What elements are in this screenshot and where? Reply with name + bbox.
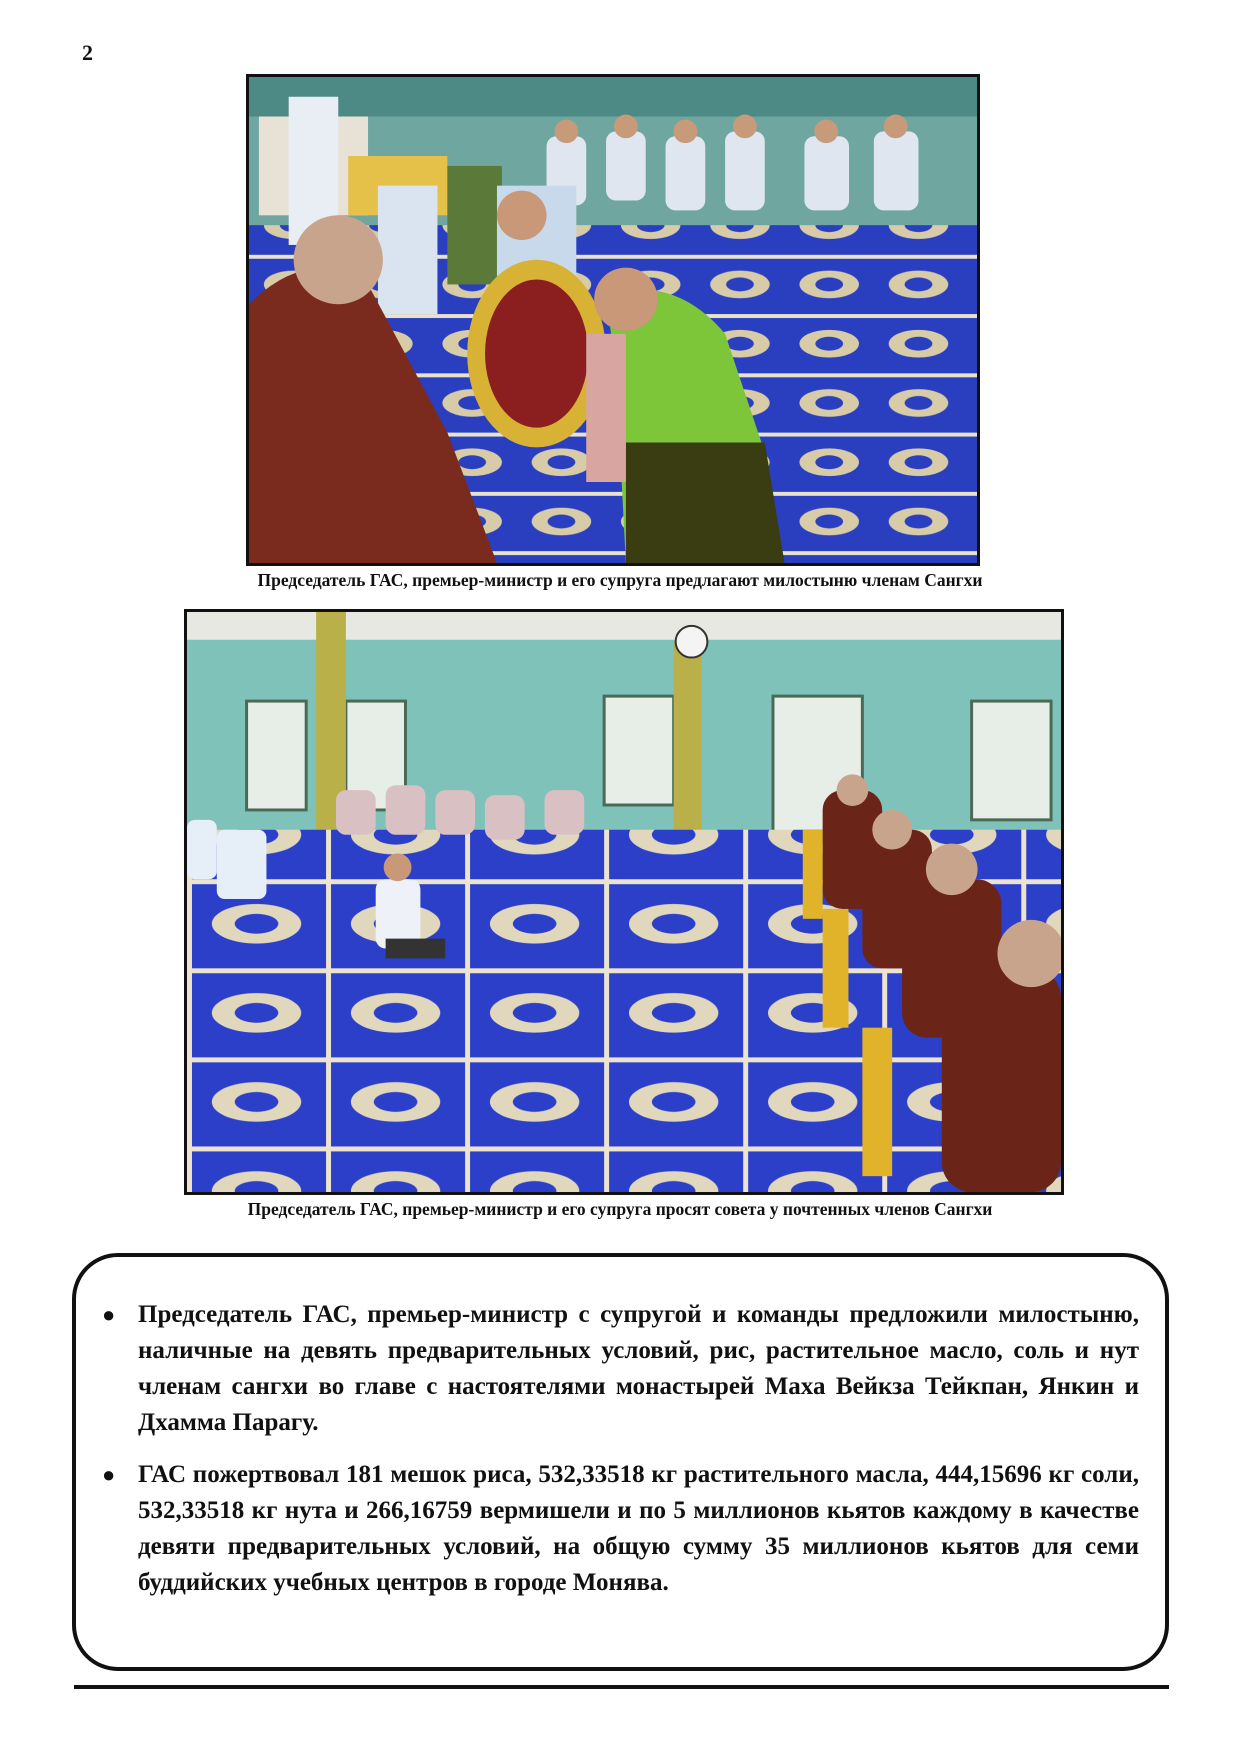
summary-bullet-1-text: Председатель ГАС, премьер-министр с супругой и команды предложили милостыню, наличные на девять предварительных условий, рис, растительное масло, соль и нут членам сангхи во главе с настоятелями монастырей Маха Вейкза Тейкпан, Янкин и Дхамма Парагу. [138,1301,1139,1436]
bullet-icon: ● [102,1302,116,1327]
photo-seeking-advice [184,609,1064,1195]
page-number: 2 [82,40,93,65]
photo-caption-2: Председатель ГАС, премьер-министр и его супруга просят совета у почтенных членов Сангхи [247,1199,993,1219]
photo-caption-1: Председатель ГАС, премьер-министр и его супруга предлагают милостыню членам Сангхи [257,570,983,590]
summary-bullet-2-text: ГАС пожертвовал 181 мешок риса, 532,33518 кг растительного масла, 444,15696 кг соли, 532,33518 кг нута и 266,16759 вермишели и по 5 миллионов кьятов каждому в качестве девяти предварительных условий, на общую сумму 35 миллионов кьятов для семи буддийских учебных центров в городе Монява. [138,1461,1139,1596]
summary-list [76,1257,1165,1601]
summary-bullet-1 [102,1297,1139,1441]
summary-box [72,1253,1169,1671]
bullet-icon: ● [102,1462,116,1487]
footer-rule [74,1685,1169,1689]
summary-bullet-2 [102,1457,1139,1601]
photo-offering-to-sangha [246,74,980,566]
